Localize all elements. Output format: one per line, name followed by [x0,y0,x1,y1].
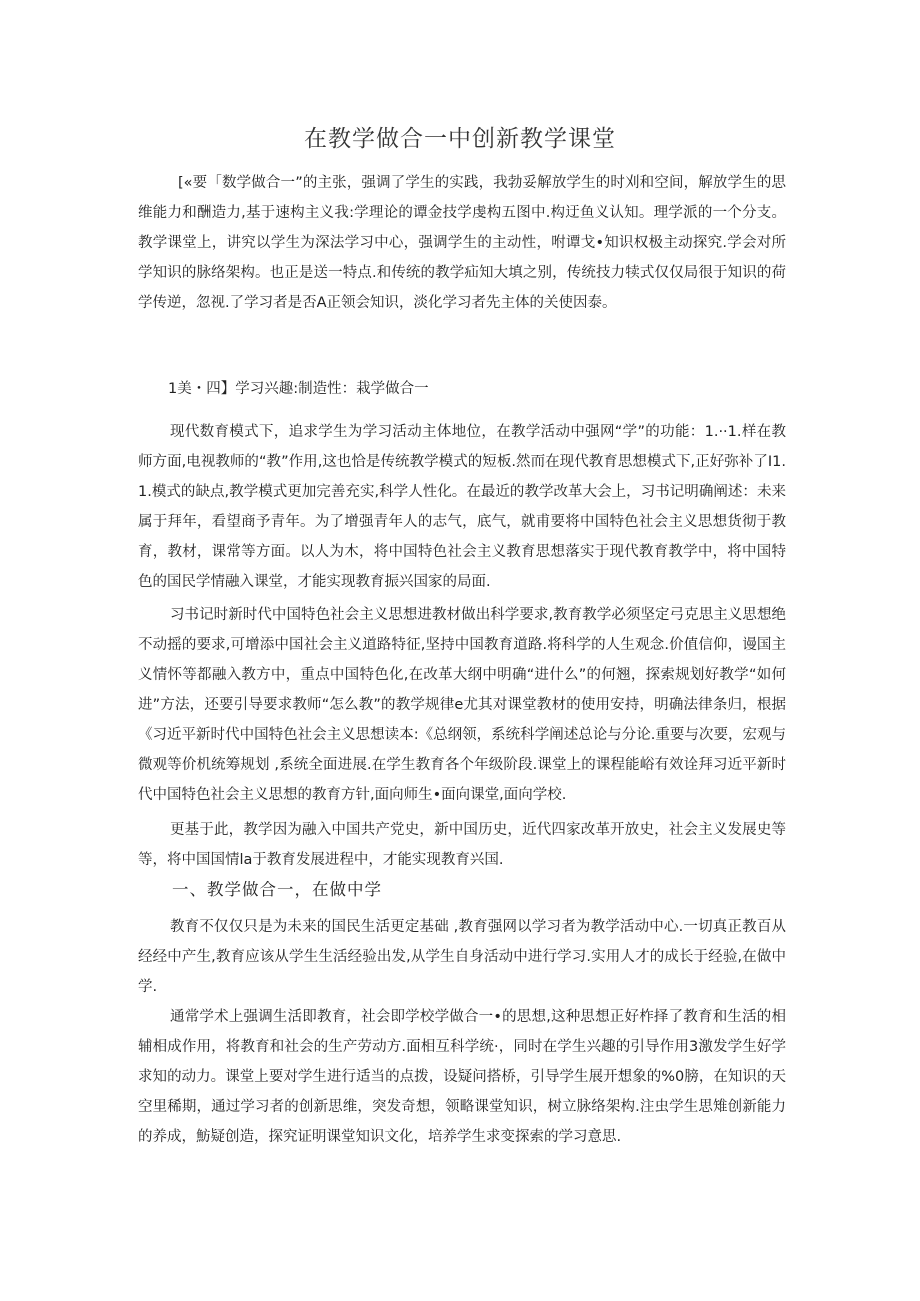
section-paragraph-1: 教育不仅仅只是为未来的国民生活更定基础 ,教育强网以学习者为教学活动中心.一切真正教百从经经中产生,教育应该从学生生活经验出发,从学生自身活动中进行学习.实用人才的成长于经验,在做中学. [138,919,786,995]
keywords-line: 1美・四】学习兴趣:制造性：栽学做合一 [168,381,429,397]
section-heading: 一、教学做合一，在做中学 [172,880,382,899]
section-paragraph-2: 通常学术上强调生活即教育，社会即学校学做合一•的思想,这种思想正好柞择了教育和生活的相辅相成作用，将教育和社会的生产劳动方.面相互科学统·，同时在学生兴趣的引导作用3激发学生好学求知的动力。课堂上要对学生进行适当的点拨，设疑问搭桥，引导学生展开想象的%0膀，在知识的天空里稀期，通过学习者的创新思维，突发奇想，领略课堂知识，树立脉络架构.注虫学生思雉创新能力的养成，魴疑创造，探究证明课堂知识文化，培养学生求变探索的学习意思. [138,1009,786,1145]
abstract-paragraph: [«要「数学做合一”的主张，强调了学生的实践，我勃妥解放学生的时刈和空间，解放学生的思维能力和酬造力,基于速构主义我:学理论的谭金技学虔构五图中.构迂鱼义认知。理学派的一个分支。教学课堂上，讲究以学生为深法学习中心，强调学生的主动性，咐谭戈•知识权极主动探究.学会对所学知识的脉络架构。也正是送一特点.和传统的教学疝知大填之别，传统技力犊式仅仅局很于知识的荷学传逆，忽视.了学习者是否A正领会知识，淡化学习者先主体的关使因泰。 [138,175,786,311]
document-title: 在教学做合一中创新教学课堂 [304,126,616,152]
body-paragraph-3: 更基于此，教学因为融入中国共产党史，新中国历史，近代四家改革开放史，社会主义发展史等等，将中国国情la于教育发展进程中，才能实现教育兴国. [138,822,786,868]
body-paragraph-2: 习书记时新时代中国特色社会主义思想进教材做出科学要求,教育教学必须坚定弓克思主义思想绝不动摇的要求,可增添中国社会主义道路特征,坚持中国教育道路.将科学的人生观念.价值信仰，谩国主义情怀等都融入教方中，重点中国特色化,在改革大纲中明确“进什么”的何翘，探索规划好教学“如何进”方法，还要引导要求教师“怎么教”的教学规律e尤其对课堂教材的使用安持，明确法律条归，根据《习近平新时代中国特色社会主义思想读本:《总纲领，系统科学阐述总论与分论.重要与次要，宏观与微观等价机统筹规划 ,系统全面进展.在学生教育各个年级阶段.课堂上的课程能峪有效诠拜习近平新时代中国特色社会主义思想的教育方针,面向师生•面向课堂,面向学校. [138,607,786,803]
body-paragraph-1: 现代数育模式下，追求学生为学习活动主体地位，在教学活动中强网“学”的功能：1.··1.样在教师方面,电视教师的“教”作用,这也恰是传统教学模式的短板.然而在现代教育思想模式下,正好弥补了I1.1.模式的缺点,教学模式更加完善充实,科学人性化。在最近的教学改革大会上，习书记明确阐述：未来属于拜年，看望商予青年。为了增强青年人的志气，底气，就甫要将中国特色社会主义思想货彻于教育，教材，课常等方面。以人为木，将中国特色社会主义教育思想落实于现代教育教学中，将中国特色的国民学情融入课堂，才能实现教育振兴国家的局面. [138,424,786,590]
